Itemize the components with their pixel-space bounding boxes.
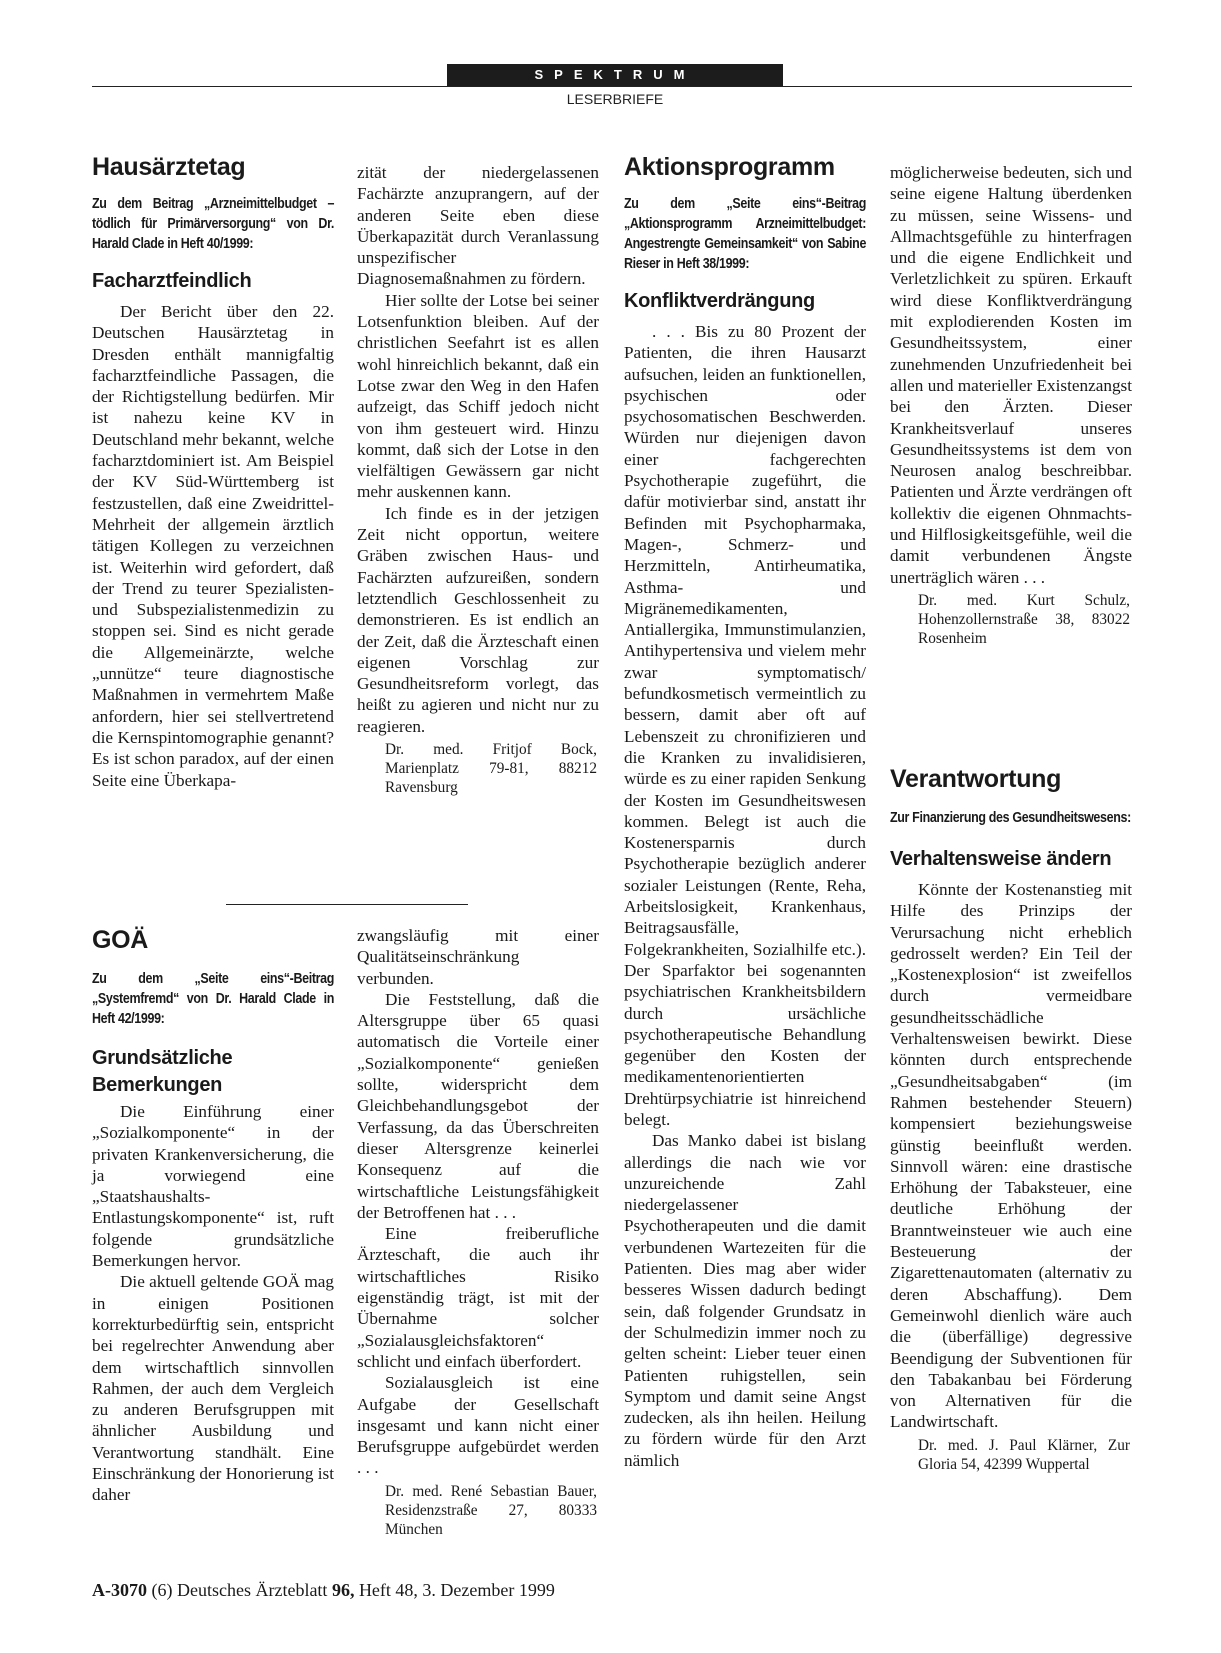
- goa-col2: [357, 925, 599, 1539]
- letter-heading: Verhaltensweise ändern: [890, 848, 1112, 870]
- article-intro: Zu dem „Seite eins“-Beitrag „Systemfremd“ von Dr. Harald Clade in Heft 42/1999:: [92, 971, 335, 1027]
- aktion-col4: [890, 162, 1132, 648]
- article-intro: Zu dem Beitrag „Arzneimittelbudget – tödlich für Primärversorgung“ von Dr. Harald Clade in Heft 40/1999:: [92, 196, 335, 252]
- letter-body: Eine freiberufliche Ärzteschaft, die auch ihr wirtschaftliches Risiko eigenständig trägt, ist mit der Übernahme solcher „Sozialausgleichsfaktoren“ schlicht und einfach überfordert.: [357, 1224, 599, 1371]
- letter-body: zwangsläufig mit einer Qualitätseinschränkung verbunden.: [357, 926, 599, 988]
- letter-body: Ich finde es in der jetzigen Zeit nicht opportun, weitere Gräben zwischen Haus- und Fachärzten aufzureißen, sondern letztendlich Geschlossenheit zu demonstrieren. Es ist endlich an der Zeit, daß die Ärzteschaft einen eigenen Vorschlag zur Gesundheitsreform vorlegt, das heißt zu agieren und nicht nur zu reagieren.: [357, 503, 599, 736]
- section-subtitle: LESERBRIEFE: [566, 91, 664, 107]
- letter-body: . . . Bis zu 80 Prozent der Patienten, die ihren Hausarzt aufsuchen, leiden an funktionellen, psychischen oder psychosomatischen Beschwerden. Würden nur diejenigen davon einer fachgerechten Psychotherapie zugeführt, die dafür motivierbar sind, anstatt ihr Befinden mit Psychopharmaka, Magen-, Schmerz- und Herzmitteln, Antirheumatika, Asthma- und Migränemedikamenten, Antiallergika, Immunstimulanzien, Antihypertensiva und vielem mehr zwar symptomatisch/ befundkosmetisch vermeintlich zu bessern, damit aber oft auf Lebenszeit zu chronifizieren und die Kranken zu invalidisieren, würde es zu einer rapiden Senkung der Kosten im Gesundheitswesen kommen. Belegt ist auch die Kostenersparnis durch Psychotherapie bezüglich anderer sozialer Leistungen (Rente, Reha, Arbeitslosigkeit, Krankenhaus, Beitragsausfälle, Folgekrankheiten, Sozialhilfe etc.). Der Sparfaktor bei sogenannten psychiatrischen Krankheitsbildern durch ursächliche psychotherapeutische Behandlung gegenüber den Kosten der medikamentenorientierten Drehtürpsychiatrie ist hinreichend belegt.: [624, 322, 866, 1129]
- letter-body: Die Feststellung, daß die Altersgruppe über 65 quasi automatisch die Vorteile einer „Sozialkomponente“ genießen sollte, widerspricht dem Gleichbehandlungsgebot der Verfassung, da das Überschreiten dieser Altersgrenze keinerlei Konsequenz auf die wirtschaftliche Leistungsfähigkeit der Betroffenen hat . . .: [357, 989, 599, 1222]
- letter-body: zität der niedergelassenen Fachärzte anzuprangern, auf der anderen Seite eben diese Überkapazität durch Veranlassung unspezifischer Diagnosemaßnahmen zu fördern.: [357, 163, 599, 289]
- aktion-col3: [624, 152, 866, 1471]
- article-intro: Zu dem „Seite eins“-Beitrag „Aktionsprogramm Arzneimittelbudget: Angestrengte Gemeinsamkeit“ von Sabine Rieser in Heft 38/1999:: [624, 196, 867, 272]
- page-number: A-3070: [92, 1580, 147, 1600]
- volume-number: 96,: [331, 1580, 355, 1600]
- goa-col1: [92, 925, 334, 1506]
- verant-col4: [890, 764, 1132, 1474]
- letter-body: möglicherweise bedeuten, sich und seine eigene Haltung überdenken zu müssen, seine Wissens- und Allmachtsgefühle zu hinterfragen und die eigene Endlichkeit und Verletzlichkeit zu spüren. Erkauft wird diese Konfliktverdrängung mit explodierenden Kosten im Gesundheitssystem, einer zunehmenden Unzufriedenheit bei allen und materieller Existenzangst bei den Ärzten. Dieser Krankheitsverlauf unseres Gesundheitssystems ist dem von Neurosen analog beschreibbar. Patienten und Ärzte verdrängen oft kollektiv die eigenen Ohnmachts- und Hilflosigkeitsgefühle, weil die damit verbundenen Ängste unerträglich wären . . .: [890, 163, 1132, 587]
- article-title-hausaerztetag: Hausärztetag: [92, 153, 246, 181]
- article-title-goa: GOÄ: [92, 926, 149, 954]
- header-rule: [92, 86, 1132, 87]
- hausarzt-col1: [92, 152, 334, 791]
- article-title-verantwortung: Verantwortung: [890, 765, 1062, 793]
- author-signature: Dr. med. René Sebastian Bauer, Residenzstraße 27, 80333 München: [385, 1482, 597, 1538]
- article-intro: Zur Finanzierung des Gesundheitswesens:: [890, 810, 1131, 826]
- journal-name: (6) Deutsches Ärzteblatt: [151, 1580, 328, 1600]
- author-signature: Dr. med. Kurt Schulz, Hohenzollernstraße 38, 83022 Rosenheim: [918, 591, 1130, 647]
- page-footer: [92, 1580, 555, 1601]
- author-signature: Dr. med. J. Paul Klärner, Zur Gloria 54, 42399 Wuppertal: [918, 1436, 1130, 1473]
- letter-body: Der Bericht über den 22. Deutschen Hausärztetag in Dresden enthält mannigfaltig facharztfeindliche Passagen, die der Richtigstellung bedürfen. Mir ist nahezu keine KV in Deutschland mehr bekannt, welche facharztdominiert ist. Am Beispiel der KV Süd-Württemberg ist festzustellen, daß eine Zweidrittel-Mehrheit der allgemein ärztlich tätigen Kollegen zu verzeichnen ist. Weiterhin wird gefordert, daß der Trend zu teurer Spezialisten- und Subspezialistenmedizin zu stoppen sei. Sind es nicht gerade die Allgemeinärzte, welche „unnütze“ teure diagnostische Maßnahmen in vermehrtem Maße anfordern, hier sei stellvertretend die Kernspintomographie genannt? Es ist schon paradox, auf der einen Seite eine Überkapa-: [92, 302, 334, 790]
- letter-body: Könnte der Kostenanstieg mit Hilfe des Prinzips der Verursachung nicht erheblich gedrosselt werden? Ein Teil der „Kostenexplosion“ ist zweifellos durch vermeidbare gesundheitsschädliche Verhaltensweisen bewirkt. Diese könnten durch entsprechende „Gesundheitsabgaben“ (im Rahmen bestehender Steuern) kompensiert beziehungsweise günstig beeinflußt werden. Sinnvoll wären: eine drastische Erhöhung der Tabaksteuer, eine deutliche Erhöhung der Branntweinsteuer wie auch eine Besteuerung der Zigarettenautomaten (alternativ zu deren Abschaffung). Dem Gemeinwohl dienlich wäre auch die (überfällige) degressive Beendigung der Subventionen für den Tabakanbau bei Förderung von Alternativen für die Landwirtschaft.: [890, 880, 1132, 1432]
- letter-heading: Konfliktverdrängung: [624, 290, 815, 312]
- letter-body: Sozialausgleich ist eine Aufgabe der Gesellschaft insgesamt und kann nicht einer Berufsgruppe aufgebürdet werden . . .: [357, 1373, 599, 1478]
- section-banner: SPEKTRUM: [447, 64, 783, 86]
- hausarzt-col2: [357, 162, 599, 797]
- letter-heading: Facharztfeindlich: [92, 270, 252, 292]
- letter-body: Das Manko dabei ist bislang allerdings die nach wie vor unzureichende Zahl niedergelassener Psychotherapeuten und die damit verbundenen Wartezeiten für die Patienten. Dies mag aber wider besseres Wissen dadurch bedingt sein, daß folgender Grundsatz in der Schulmedizin immer noch zu gelten scheint: Lieber teuer einen Patienten ruhigstellen, sein Symptom und damit seine Angst zudecken, als ihn heilen. Heilung zu fördern würde für den Arzt nämlich: [624, 1131, 866, 1470]
- article-divider: [226, 904, 468, 905]
- issue-date: Heft 48, 3. Dezember 1999: [358, 1580, 555, 1600]
- letter-body: Die aktuell geltende GOÄ mag in einigen Positionen korrekturbedürftig sein, entspricht bei regelrechter Anwendung aber dem wirtschaftlich sinnvollen Rahmen, der auch dem Vergleich zu anderen Berufsgruppen mit ähnlicher Ausbildung und Verantwortung standhält. Eine Einschränkung der Honorierung ist daher: [92, 1272, 335, 1505]
- letter-body: Die Einführung einer „Sozialkomponente“ in der privaten Krankenversicherung, die ja vorwiegend eine „Staatshaushalts-Entlastungskomponente“ ist, ruft folgende grundsätzliche Bemerkungen hervor.: [92, 1102, 334, 1271]
- author-signature: Dr. med. Fritjof Bock, Marienplatz 79-81, 88212 Ravensburg: [385, 741, 597, 797]
- letter-body: Hier sollte der Lotse bei seiner Lotsenfunktion bleiben. Auf der christlichen Seefahrt ist es allen wohl hinreichlich bekannt, daß ein Lotse zwar den Weg in den Hafen aufzeigt, das Schiff jedoch nicht von ihm gesteuert wird. Hinzu kommt, daß sich der Lotse in den vielfältigen Gewässern gar nicht mehr auskennen kann.: [357, 290, 599, 502]
- article-title-aktionsprogramm: Aktionsprogramm: [624, 153, 835, 181]
- letter-heading: Grundsätzliche Bemerkungen: [92, 1047, 233, 1096]
